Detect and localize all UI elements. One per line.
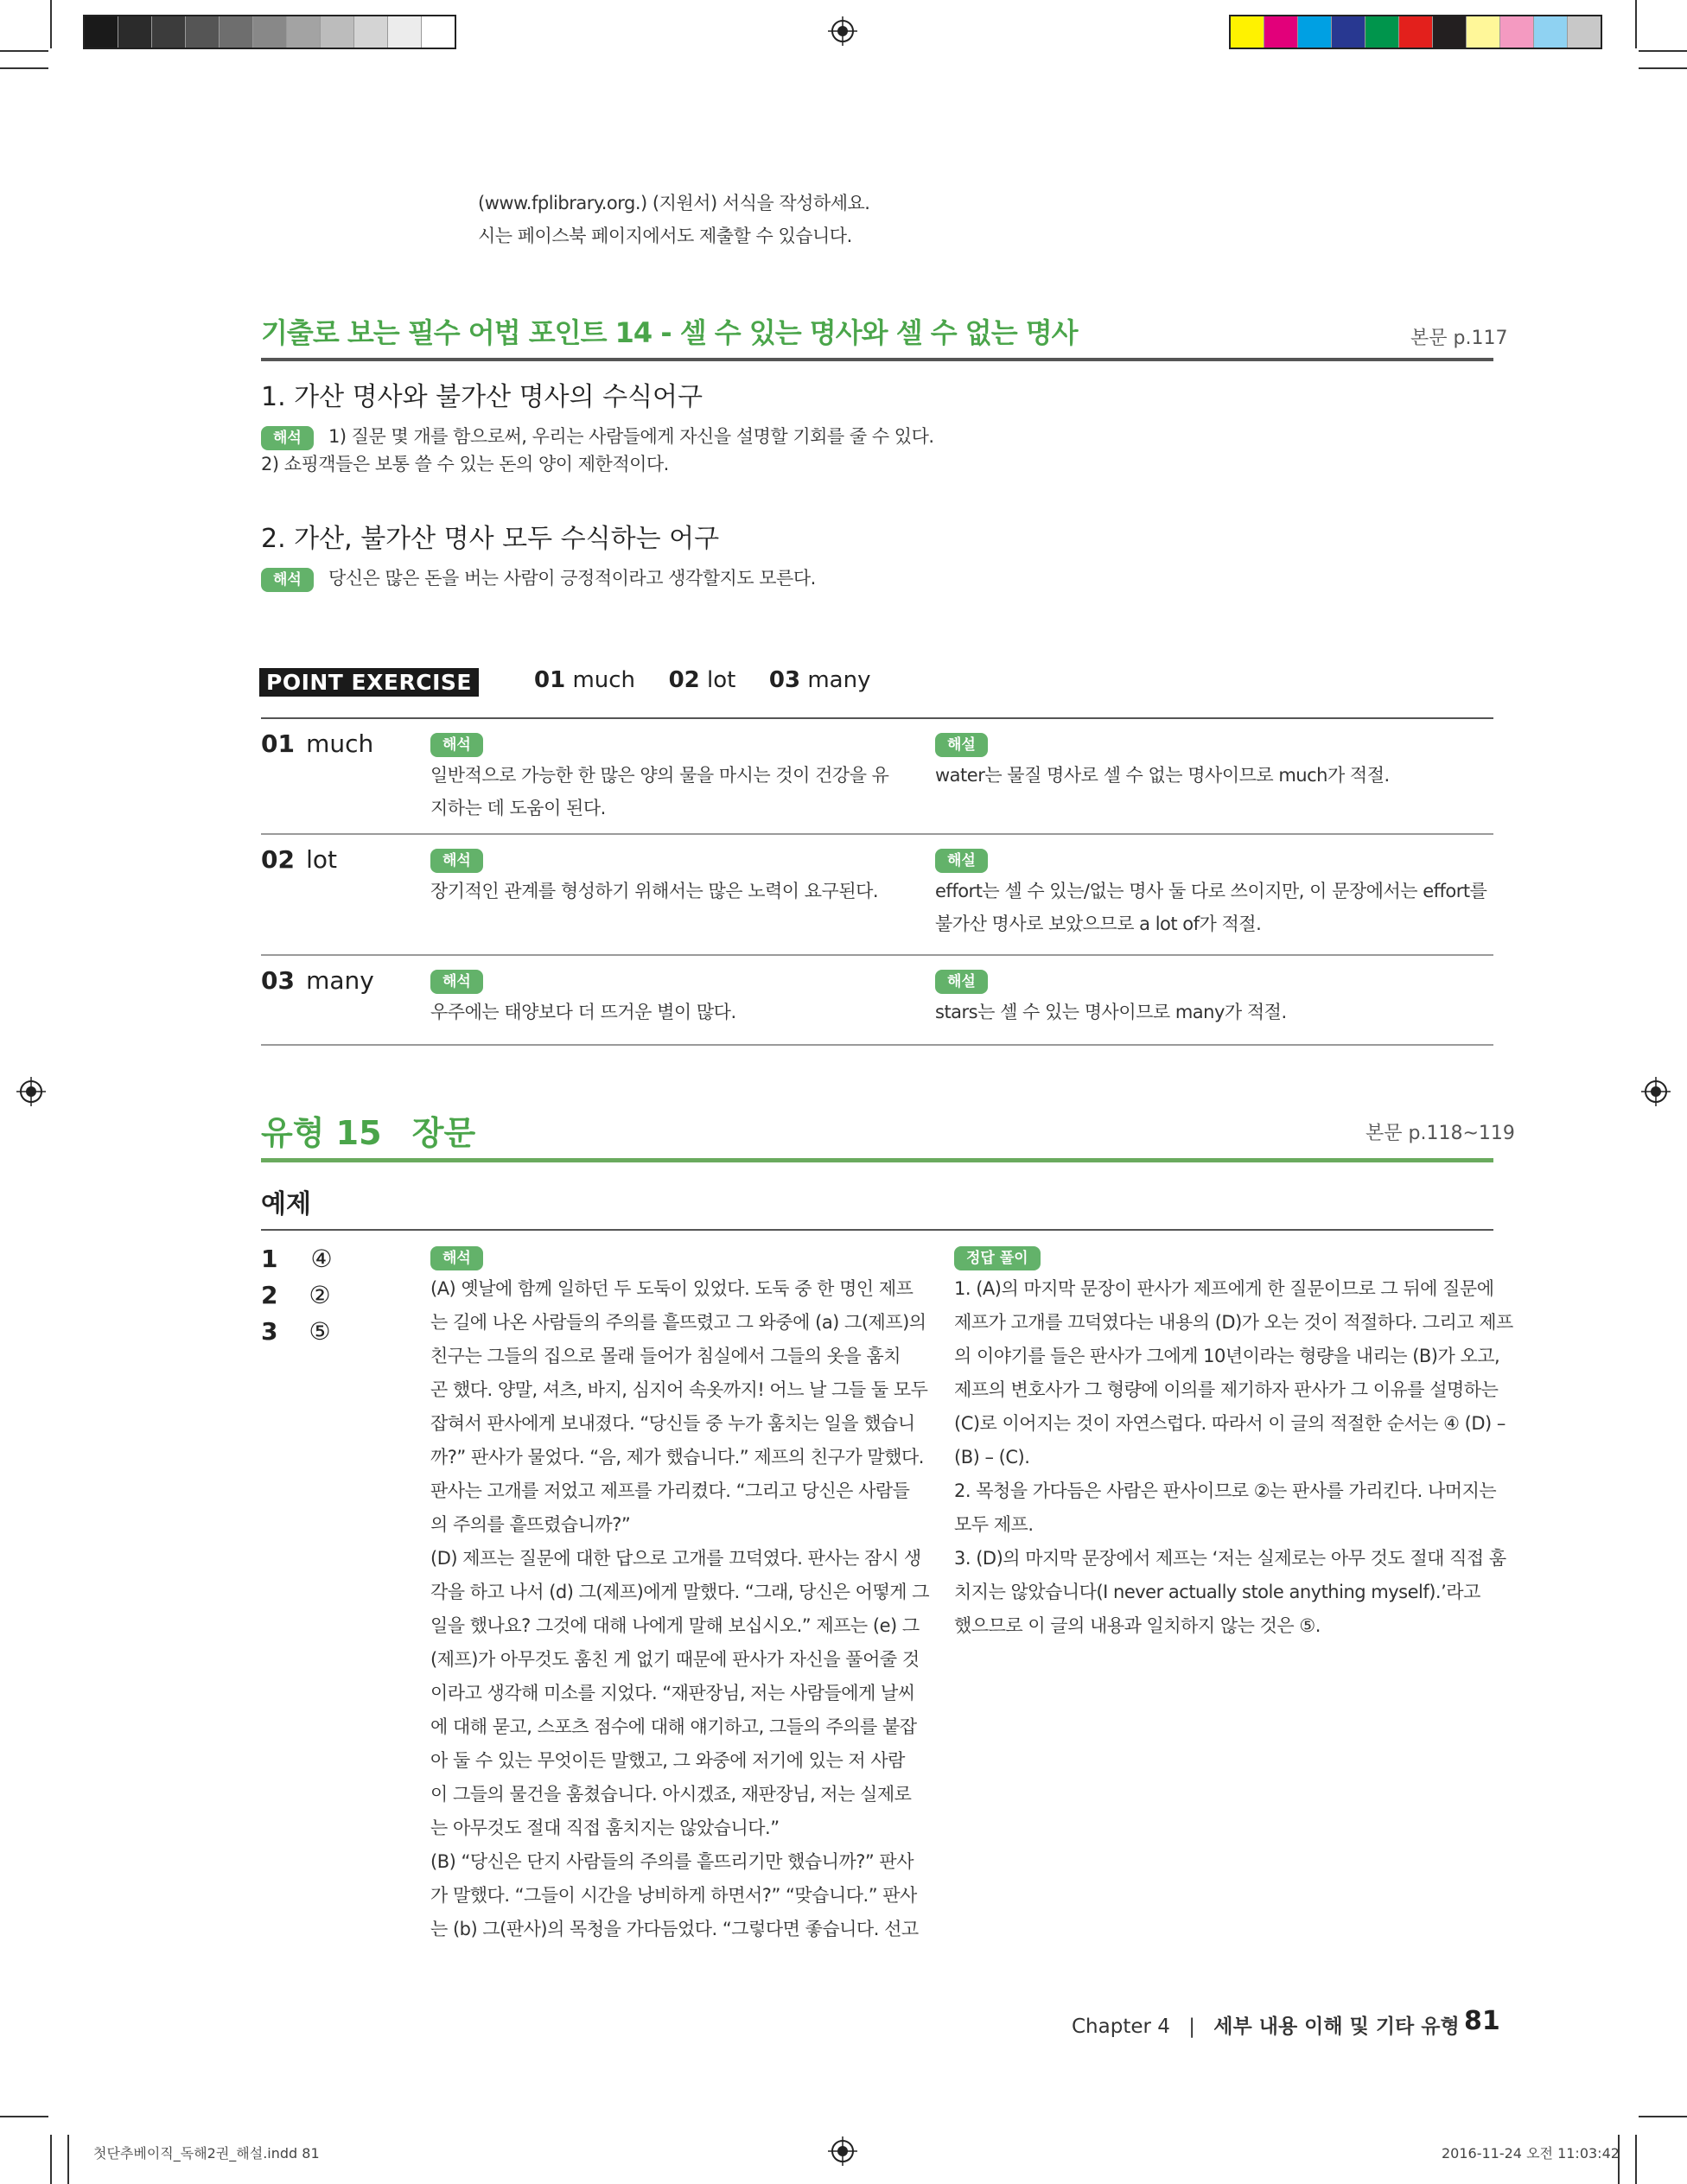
translation-line: 아 둘 수 있는 무엇이든 말했고, 그 와중에 저기에 있는 저 사람 [430,1750,905,1771]
translation-line: 친구는 그들의 집으로 몰래 들어가 침실에서 그들의 옷을 훔치 [430,1346,901,1366]
crop-mark [0,2116,48,2117]
translation-line: (D) 제프는 질문에 대한 답으로 고개를 끄덕였다. 판사는 잠시 생 [430,1548,921,1569]
answer-number: 1 [261,1245,278,1273]
solution-line: (C)로 이어지는 것이 자연스럽다. 따라서 이 글의 적절한 순서는 ④ (D) – [954,1413,1506,1434]
translation-line: 지하는 데 도움이 된다. [430,798,606,818]
color-swatch [1433,16,1467,48]
crop-mark [1639,2116,1687,2117]
row-divider [261,1044,1493,1046]
color-swatch [1231,16,1264,48]
answer-number: 01 [534,667,566,693]
point-exercise-label: POINT EXERCISE [259,668,479,697]
answer-word: lot [707,667,736,693]
answer-list [261,1241,333,1350]
grammar-point-title: 기출로 보는 필수 어법 포인트 14 - 셀 수 있는 명사와 셀 수 없는 명사 [261,316,1078,349]
translation-line: 당신은 많은 돈을 버는 사람이 긍정적이라고 생각할지도 모른다. [328,568,816,589]
translation-line: (A) 옛날에 함께 일하던 두 도둑이 있었다. 도둑 중 한 명인 제프 [430,1278,914,1299]
translation-tag: 해석 [261,568,314,592]
crop-mark [67,2135,69,2184]
color-swatch [321,16,354,48]
type-name: 장문 [411,1114,476,1152]
crop-mark [0,67,48,69]
solution-line: 2. 목청을 가다듬은 사람은 판사이므로 ②는 판사를 가리킨다. 나머지는 [954,1480,1497,1501]
section-divider [261,1229,1493,1231]
color-swatch [118,16,152,48]
color-swatch [1264,16,1298,48]
translation-line: 까?” 판사가 물었다. “음, 제가 했습니다.” 제프의 친구가 말했다. [430,1447,924,1468]
solution-tag: 정답 풀이 [954,1246,1041,1270]
translation-line: (B) “당신은 단지 사람들의 주의를 흩뜨리기만 했습니까?” 판사 [430,1851,914,1872]
translation-line: 우주에는 태양보다 더 뜨거운 별이 많다. [430,1002,736,1022]
color-swatch [1534,16,1568,48]
section-divider [261,717,1493,719]
answer-item [261,1241,333,1277]
color-swatch [1399,16,1433,48]
translation-tag: 해석 [430,733,483,757]
translation-line: 에 대해 묻고, 스포츠 점수에 대해 얘기하고, 그들의 주의를 붙잡 [430,1716,917,1737]
color-swatch [287,16,321,48]
color-swatch [152,16,186,48]
explanation-line: water는 물질 명사로 셀 수 없는 명사이므로 much가 적절. [935,765,1390,786]
color-swatch [1500,16,1534,48]
translation-line: 의 주의를 흩뜨렸습니까?” [430,1514,631,1535]
translation-line: 는 아무것도 절대 직접 훔치지는 않았습니다.” [430,1818,780,1838]
section-divider [261,358,1493,361]
answer-number: 3 [261,1317,278,1346]
file-info: 첫단추베이직_독해2권_해설.indd 81 [93,2145,320,2162]
row-number: 01 [261,729,295,758]
row-divider [261,954,1493,956]
answer-word: much [572,667,636,693]
color-swatch [422,16,455,48]
crop-mark [1635,0,1637,48]
page-number: 81 [1464,2006,1500,2036]
gray-swatch-bar [83,15,456,49]
answer-number: 02 [668,667,700,693]
answer-value: ② [309,1281,331,1309]
color-swatch [1467,16,1500,48]
explanation-line: stars는 셀 수 있는 명사이므로 many가 적절. [935,1002,1287,1022]
answer-number: 2 [261,1281,278,1309]
explanation-line: effort는 셀 수 있는/없는 명사 둘 다로 쓰이지만, 이 문장에서는 effort를 [935,881,1487,901]
solution-line: 모두 제프. [954,1514,1034,1535]
answer-item [261,1314,333,1350]
row-number: 02 [261,845,295,874]
exercise-row-label [261,845,337,874]
explanation-tag: 해설 [935,733,988,757]
translation-line: 이라고 생각해 미소를 지었다. “재판장님, 저는 사람들에게 날씨 [430,1683,915,1703]
row-number: 03 [261,966,295,995]
color-swatch [354,16,388,48]
translation-line: 가 말했다. “그들이 시간을 낭비하게 하면서?” “맞습니다.” 판사 [430,1885,917,1906]
solution-line: 제프의 변호사가 그 형량에 이의를 제기하자 판사가 그 이유를 설명하는 [954,1379,1499,1400]
crop-mark [1639,67,1687,69]
row-word: many [306,966,374,995]
crop-mark [50,0,52,48]
translation-line: (제프)가 아무것도 훔친 게 없기 때문에 판사가 자신을 풀어줄 것 [430,1649,920,1670]
solution-passage [954,1272,1513,1643]
translation-line: 곤 했다. 양말, 셔츠, 바지, 심지어 속옷까지! 어느 날 그들 둘 모두 [430,1379,928,1400]
color-swatch [1366,16,1399,48]
row-divider [261,833,1493,835]
chapter-footer: Chapter 4 | 세부 내용 이해 및 기타 유형 [1072,2015,1460,2038]
translation-tag: 해석 [430,970,483,994]
answer-number: 03 [768,667,801,693]
page-reference: 본문 p.117 [1410,328,1508,349]
translation-line: 각을 하고 나서 (d) 그(제프)에게 말했다. “그래, 당신은 어떻게 그 [430,1582,929,1602]
answer-value: ⑤ [309,1317,331,1346]
explanation-line: 불가산 명사로 보았으므로 a lot of가 적절. [935,914,1262,934]
color-swatch [253,16,287,48]
color-swatch [388,16,422,48]
answer-item [261,1277,333,1314]
registration-mark-icon [1641,1077,1671,1106]
translation-line: 일을 했나요? 그것에 대해 나에게 말해 보십시오.” 제프는 (e) 그 [430,1615,920,1636]
translation-line: 잡혀서 판사에게 보내졌다. “당신들 중 누가 훔치는 일을 했습니 [430,1413,915,1434]
translation-line: 2) 쇼핑객들은 보통 쓸 수 있는 돈의 양이 제한적이다. [261,454,669,474]
translation-line: 일반적으로 가능한 한 많은 양의 물을 마시는 것이 건강을 유 [430,765,889,786]
crop-mark [1635,2135,1637,2184]
solution-line: (B) – (C). [954,1447,1030,1468]
translation-tag: 해석 [261,426,314,450]
row-word: lot [306,845,337,874]
translation-tag: 해석 [430,849,483,873]
explanation-tag: 해설 [935,849,988,873]
section-divider [261,1158,1493,1162]
translation-line: 는 (b) 그(판사)의 목청을 가다듬었다. “그렇다면 좋습니다. 선고 [430,1919,919,1939]
chapter-label: Chapter 4 [1072,2015,1170,2038]
solution-line: 3. (D)의 마지막 문장에서 제프는 ‘저는 실제로는 아무 것도 절대 직접 훔 [954,1548,1506,1569]
translation-tag: 해석 [430,1246,483,1270]
translation-line: 이 그들의 물건을 훔쳤습니다. 아시겠죠, 재판장님, 저는 실제로 [430,1784,912,1805]
translation-line: 는 길에 나온 사람들의 주의를 흩뜨렸고 그 와중에 (a) 그(제프)의 [430,1312,926,1333]
sub-heading: 2. 가산, 불가산 명사 모두 수식하는 어구 [261,524,720,554]
timestamp: 2016-11-24 오전 11:03:42 [1442,2145,1620,2162]
crop-mark [0,50,48,52]
page-reference: 본문 p.118~119 [1366,1123,1515,1144]
solution-line: 치지는 않았습니다(I never actually stole anything myself).’라고 [954,1582,1480,1602]
exercise-row-label [261,966,374,995]
crop-mark [1639,50,1687,52]
example-label: 예제 [261,1189,311,1219]
exercise-row-label [261,729,373,758]
type-title [261,1106,475,1154]
registration-mark-icon [16,1077,46,1106]
translation-block [261,562,816,595]
registration-mark-icon [828,2136,857,2166]
chapter-title: 세부 내용 이해 및 기타 유형 [1213,2015,1460,2038]
explanation-tag: 해설 [935,970,988,994]
color-swatch [1568,16,1601,48]
type-number: 유형 15 [261,1114,382,1152]
color-swatch-bar [1229,15,1602,49]
translation-line: 판사는 고개를 저었고 제프를 가리켰다. “그리고 당신은 사람들 [430,1480,910,1501]
crop-mark [50,2135,52,2184]
color-swatch [85,16,118,48]
registration-mark-icon [828,16,857,46]
solution-line: 제프가 고개를 끄덕였다는 내용의 (D)가 오는 것이 적절하다. 그리고 제프 [954,1312,1513,1333]
translation-passage [430,1272,929,1946]
solution-line: 의 이야기를 들은 판사가 그에게 10년이라는 형량을 내리는 (B)가 오고, [954,1346,1500,1366]
exercise-answers [534,667,870,693]
row-word: much [306,729,374,758]
sub-heading: 1. 가산 명사와 불가산 명사의 수식어구 [261,382,703,412]
answer-value: ④ [310,1245,333,1273]
color-swatch [220,16,253,48]
intro-line: 시는 페이스북 페이지에서도 제출할 수 있습니다. [478,226,852,246]
color-swatch [1332,16,1366,48]
translation-line: 장기적인 관계를 형성하기 위해서는 많은 노력이 요구된다. [430,881,879,901]
answer-word: many [807,667,871,693]
solution-line: 1. (A)의 마지막 문장이 판사가 제프에게 한 질문이므로 그 뒤에 질문에 [954,1278,1494,1299]
color-swatch [186,16,220,48]
translation-line: 1) 질문 몇 개를 함으로써, 우리는 사람들에게 자신을 설명할 기회를 줄 수 있다. [328,426,934,447]
intro-line: (www.fplibrary.org.) (지원서) 서식을 작성하세요. [478,193,870,213]
solution-line: 했으므로 이 글의 내용과 일치하지 않는 것은 ⑤. [954,1615,1321,1636]
color-swatch [1298,16,1332,48]
